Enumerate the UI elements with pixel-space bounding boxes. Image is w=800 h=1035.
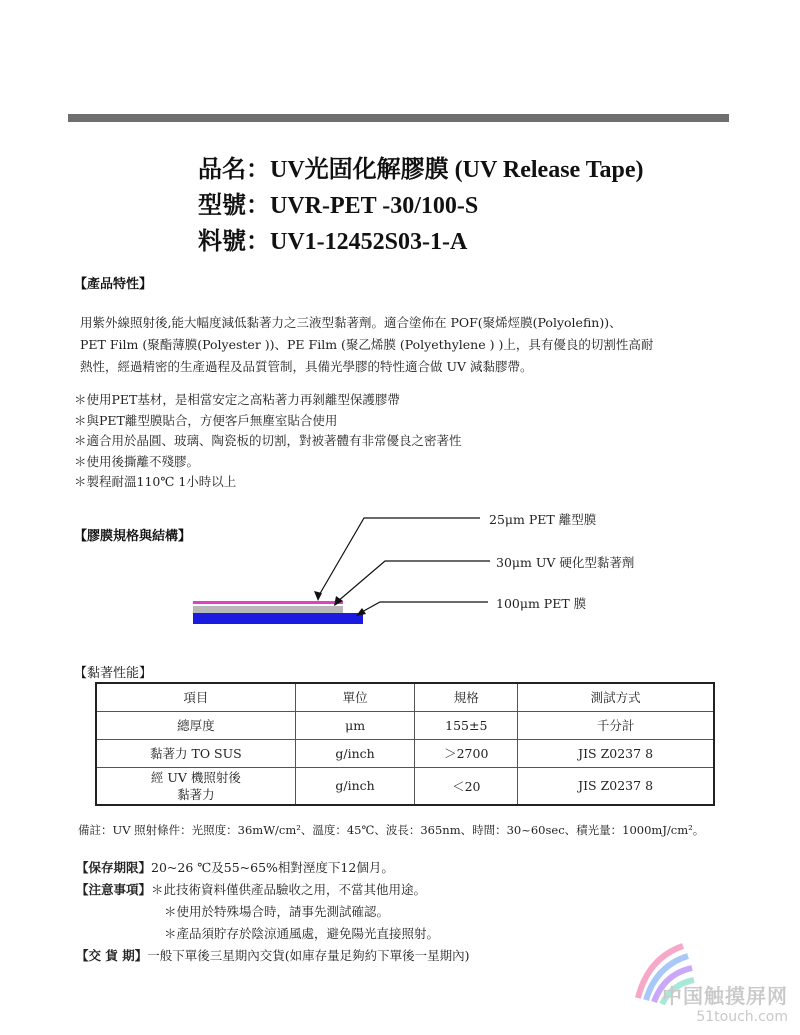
feature-bullet: ＊ 使用PET基材，是相當安定之高粘著力再剝離型保護膠帶 bbox=[74, 390, 462, 411]
column-header: 單位 bbox=[295, 683, 415, 711]
features-intro bbox=[80, 312, 653, 378]
leader-line-adhesive bbox=[337, 561, 490, 602]
cell-spec: 155±5 bbox=[415, 711, 518, 739]
cell-spec: ＜20 bbox=[415, 767, 518, 805]
arrowhead-base bbox=[356, 608, 366, 616]
watermark-url: 51touch.com bbox=[696, 1009, 788, 1025]
product-name: 品名：UV光固化解膠膜 (UV Release Tape) bbox=[198, 157, 644, 183]
watermark bbox=[662, 980, 788, 1025]
structure-heading: 【膠膜規格與結構】 bbox=[74, 529, 192, 544]
cell-unit: g/inch bbox=[295, 739, 415, 767]
storage-label: 【保存期限】 bbox=[76, 860, 152, 875]
layer-label-adhesive: 30μm UV 硬化型黏著劑 bbox=[496, 555, 635, 570]
layer-structure-diagram bbox=[0, 500, 800, 640]
storage-text: 20~26 ℃及55~65%相對溼度下12個月。 bbox=[151, 860, 394, 875]
cell-item bbox=[96, 767, 295, 805]
uv-conditions-note: 備註：UV 照射條件：光照度：36mW/cm²、溫度：45℃、波長：365nm、時間：30~60sec、積光量：1000mJ/cm²。 bbox=[78, 823, 705, 837]
cell-item: 黏著力 TO SUS bbox=[96, 739, 295, 767]
delivery-line bbox=[76, 945, 469, 967]
column-header: 項目 bbox=[96, 683, 295, 711]
feature-bullet: ＊ 與PET離型膜貼合，方便客戶無塵室貼合使用 bbox=[74, 411, 462, 432]
layer-label-base: 100μm PET 膜 bbox=[496, 596, 587, 611]
table-row bbox=[96, 739, 714, 767]
cell-method: JIS Z0237 8 bbox=[518, 739, 714, 767]
header-rule bbox=[68, 114, 729, 122]
cautions-block bbox=[76, 879, 426, 901]
leader-line-base bbox=[360, 602, 488, 613]
cell-item-line: 經 UV 機照射後 bbox=[150, 769, 241, 785]
feature-bullet: ＊ 製程耐溫110℃ 1小時以上 bbox=[74, 472, 462, 493]
caution-item: ＊此技術資料僅供產品驗收之用，不當其他用途。 bbox=[151, 882, 427, 897]
product-title-block bbox=[198, 152, 644, 260]
column-header: 測試方式 bbox=[518, 683, 714, 711]
intro-line: 熱性，經過精密的生產過程及品質管制，具備光學膠的特性適合做 UV 減黏膠帶。 bbox=[80, 359, 533, 374]
feature-bullets bbox=[74, 390, 462, 493]
cautions-label: 【注意事項】 bbox=[76, 882, 152, 897]
cell-unit: μm bbox=[295, 711, 415, 739]
delivery-label: 【交 貨 期】 bbox=[76, 948, 148, 963]
part-number: 料號：UV1-12452S03-1-A bbox=[198, 229, 468, 255]
cell-item: 總厚度 bbox=[96, 711, 295, 739]
table-row bbox=[96, 711, 714, 739]
table-header-row bbox=[96, 683, 714, 711]
feature-bullet: ＊ 使用後撕離不殘膠。 bbox=[74, 452, 462, 473]
table-row bbox=[96, 767, 714, 805]
adhesion-table bbox=[95, 682, 715, 806]
feature-bullet: ＊ 適合用於晶圓、玻璃、陶瓷板的切割，對被著體有非常優良之密著性 bbox=[74, 431, 462, 452]
leader-line-release bbox=[318, 518, 480, 597]
storage-line bbox=[76, 857, 394, 879]
cell-method: JIS Z0237 8 bbox=[518, 767, 714, 805]
caution-item: ＊產品須貯存於陰涼通風處，避免陽光直接照射。 bbox=[164, 926, 440, 941]
intro-line: 用紫外線照射後,能大幅度減低黏著力之三液型黏著劑。適合塗佈在 POF(聚烯烴膜(Polyolefin))、 bbox=[80, 315, 622, 330]
cell-item-line: 黏著力 bbox=[177, 786, 215, 802]
cell-spec: ＞2700 bbox=[415, 739, 518, 767]
features-heading: 【產品特性】 bbox=[74, 277, 153, 292]
cell-method: 千分計 bbox=[518, 711, 714, 739]
cell-unit: g/inch bbox=[295, 767, 415, 805]
release-film-layer bbox=[193, 601, 343, 604]
intro-line: PET Film (聚酯薄膜(Polyester ))、PE Film (聚乙烯膜 (Polyethylene ) )上，具有優良的切割性高耐 bbox=[80, 337, 654, 352]
watermark-name: 中国触摸屏网 bbox=[662, 984, 788, 1008]
adhesive-layer bbox=[193, 606, 343, 613]
model-number: 型號：UVR-PET -30/100-S bbox=[198, 193, 479, 219]
column-header: 規格 bbox=[415, 683, 518, 711]
layer-label-release: 25μm PET 離型膜 bbox=[489, 512, 597, 527]
caution-item: ＊使用於特殊場合時，請事先測試確認。 bbox=[164, 904, 390, 919]
adhesion-heading: 【黏著性能】 bbox=[74, 666, 153, 681]
delivery-text: 一般下單後三星期內交貨(如庫存量足夠約下單後一星期內) bbox=[147, 948, 470, 963]
pet-base-layer bbox=[193, 613, 363, 624]
